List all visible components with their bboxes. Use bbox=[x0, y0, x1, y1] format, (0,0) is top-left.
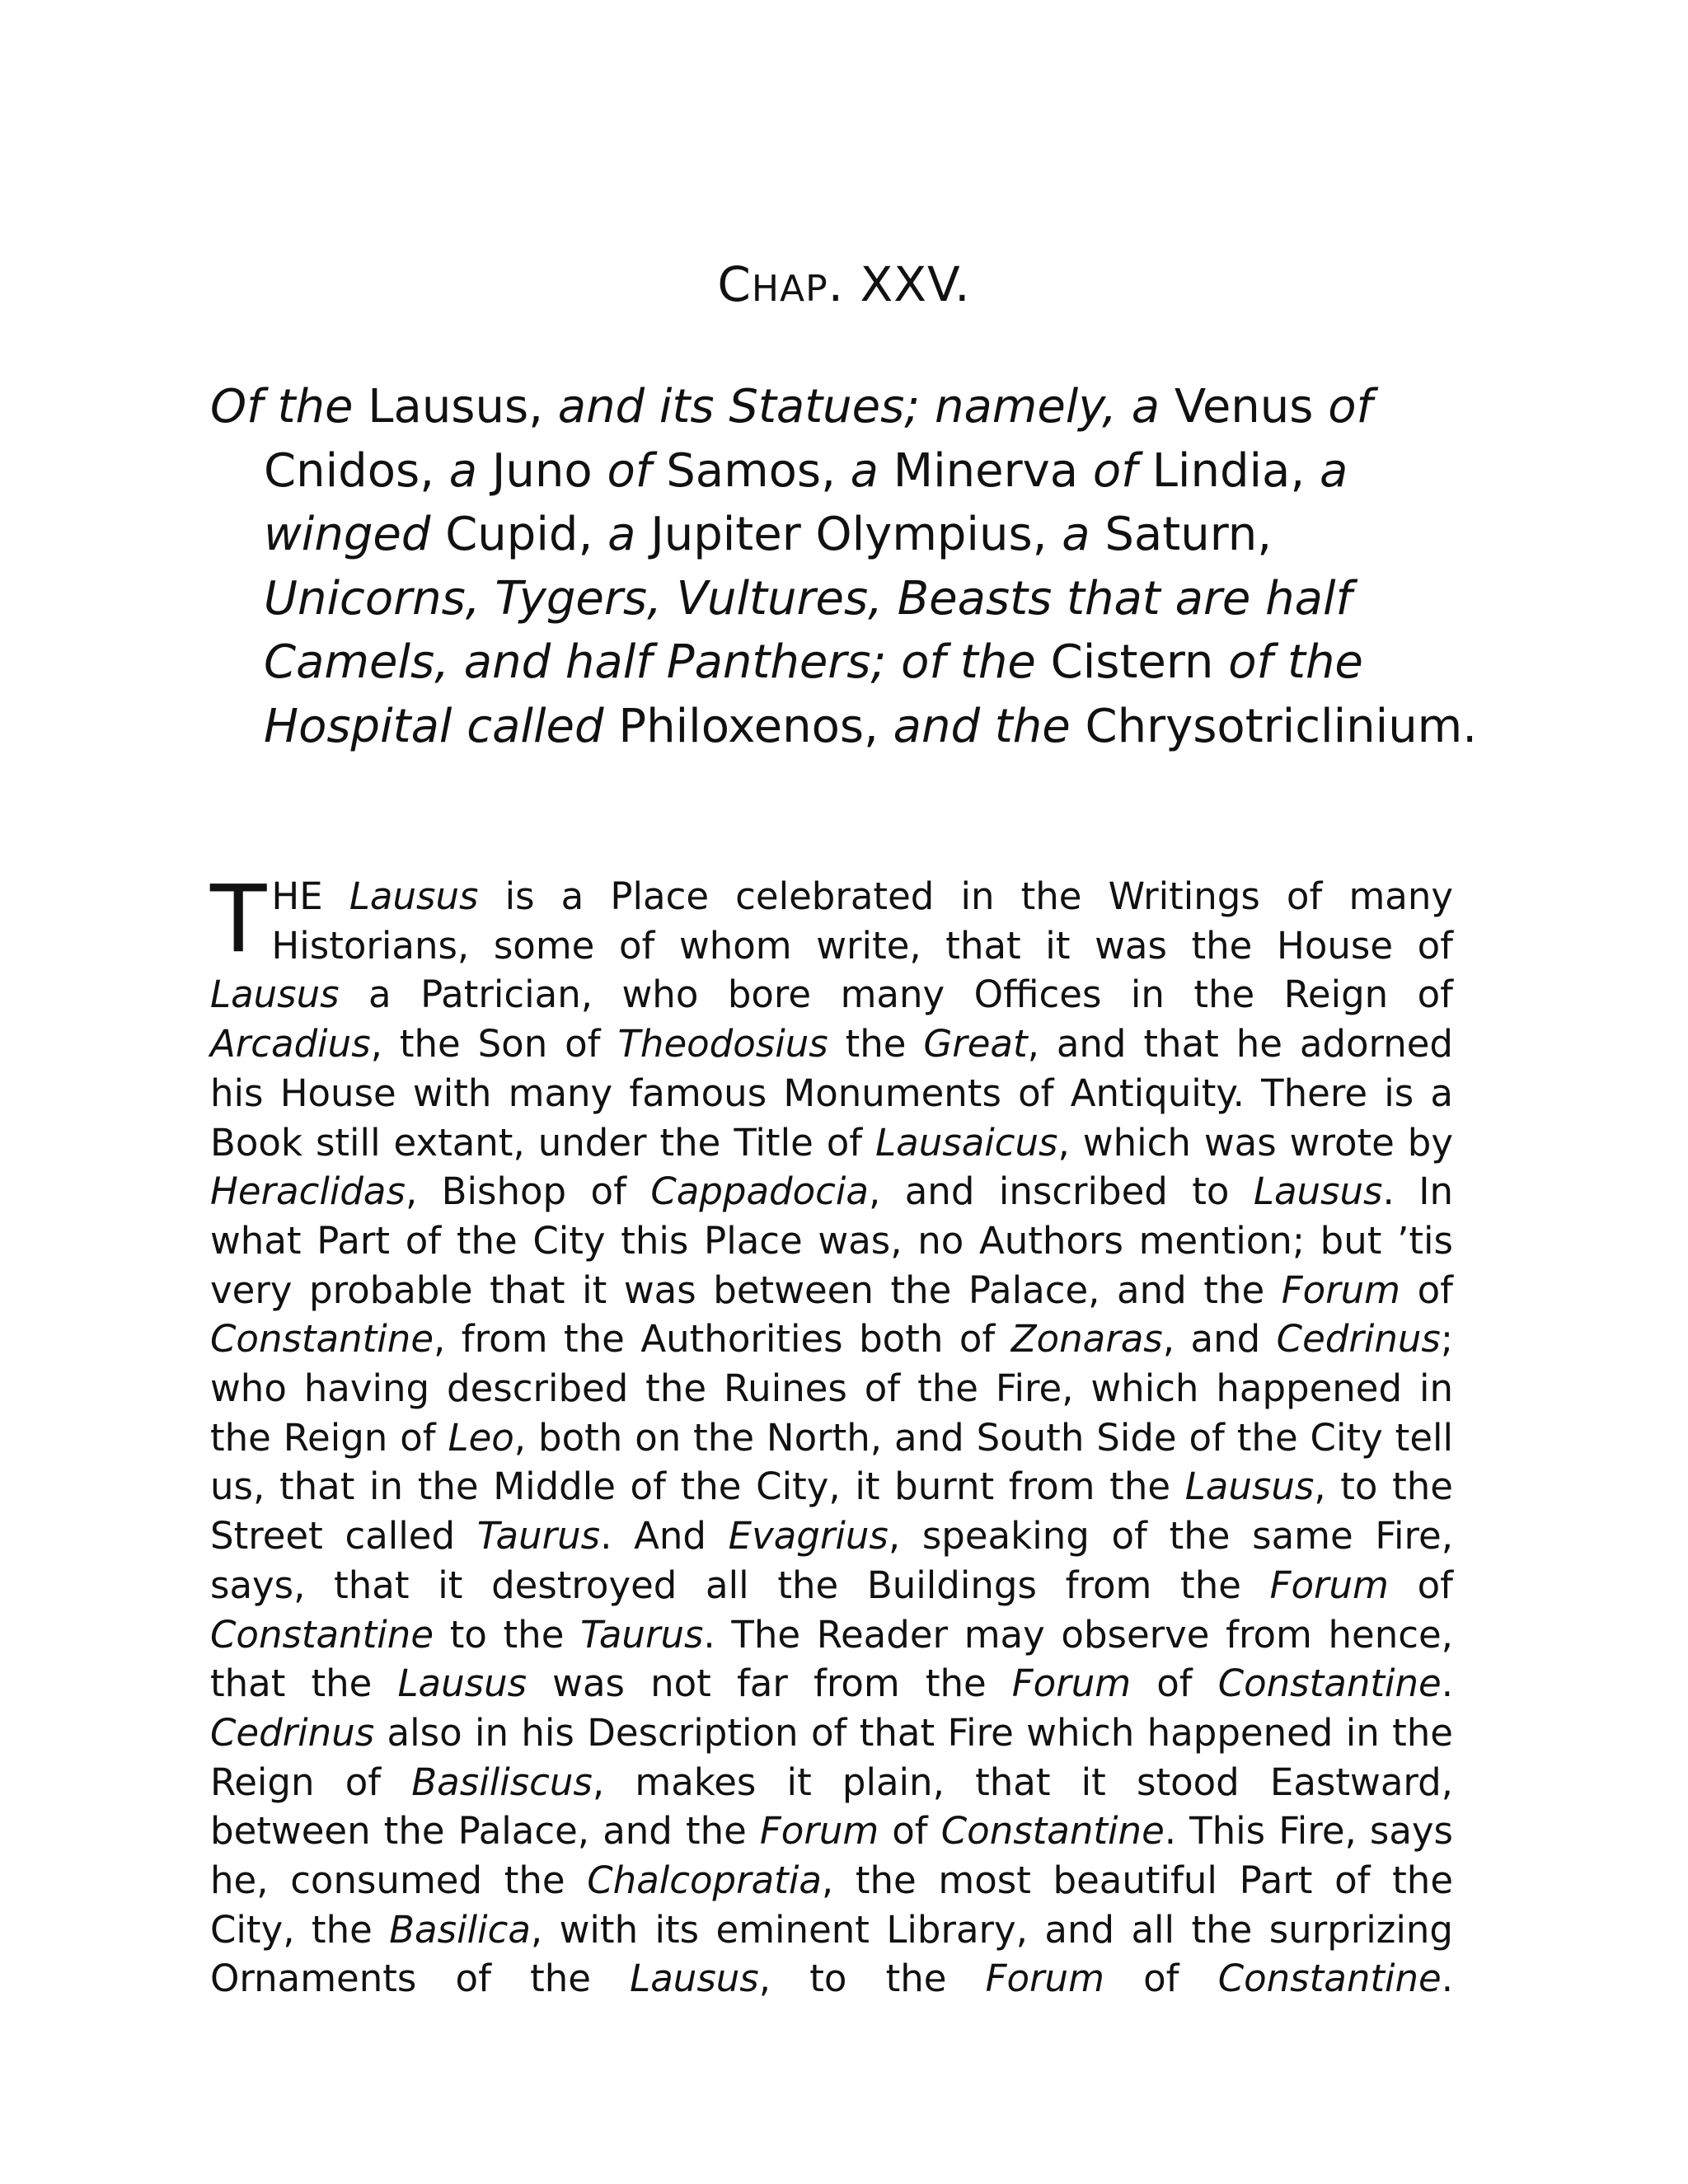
italic-text-run: a bbox=[1062, 508, 1105, 561]
italic-text-run: Cedrinus bbox=[1276, 1317, 1441, 1361]
italic-text-run: Constantine bbox=[210, 1317, 434, 1361]
text-run: , and that he adorned his House with many famous Monuments of Antiquity. There is a Book still extant, under the Title of bbox=[210, 1022, 1453, 1165]
text-run: of bbox=[879, 1809, 941, 1854]
text-run: the bbox=[828, 1022, 924, 1066]
text-run: . The Reader may observe from hence, that the bbox=[210, 1612, 1453, 1706]
text-run: Lindia, bbox=[1151, 443, 1320, 498]
italic-text-run: Cedrinus bbox=[210, 1710, 375, 1755]
italic-text-run: Leo bbox=[448, 1415, 514, 1460]
italic-text-run: Lausaicus bbox=[875, 1120, 1058, 1165]
text-run: . And bbox=[600, 1514, 729, 1558]
italic-text-run: Forum bbox=[1011, 1661, 1132, 1706]
text-run: also in his Description of that Fire which happened in the Reign of bbox=[210, 1710, 1453, 1804]
text-run: Juno bbox=[491, 443, 607, 498]
italic-text-run: and the bbox=[893, 699, 1085, 753]
italic-text-run: Forum bbox=[1269, 1563, 1389, 1607]
italic-text-run: of bbox=[607, 443, 667, 498]
text-run: Lausus, bbox=[368, 380, 558, 434]
chapter-heading-small-caps: HAP bbox=[751, 268, 828, 310]
italic-text-run: Evagrius bbox=[728, 1514, 889, 1558]
italic-text-run: Basiliscus bbox=[411, 1760, 593, 1804]
italic-text-run: Lausus bbox=[210, 972, 340, 1017]
italic-text-run: Lausus bbox=[349, 874, 479, 918]
chapter-heading-number: . XXV. bbox=[828, 256, 971, 312]
chapter-heading-initial: C bbox=[717, 256, 752, 312]
chapter-heading bbox=[0, 251, 1688, 322]
italic-text-run: Forum bbox=[759, 1809, 879, 1854]
text-run: , speaking of the same Fire, says, that it destroyed all the Buildings from the bbox=[210, 1514, 1453, 1607]
text-run: , both on the North, and South Side of the City tell us, that in the Middle of the City, it burnt from the bbox=[210, 1415, 1454, 1509]
text-run: Cupid, bbox=[445, 508, 608, 561]
text-run: a Patrician, who bore many Offices in the Reign of bbox=[339, 972, 1453, 1017]
chapter-summary bbox=[210, 375, 1484, 758]
italic-text-run: of the Hospital called bbox=[264, 635, 1363, 753]
italic-text-run: Lausus bbox=[630, 1957, 759, 2001]
italic-text-run: Lausus bbox=[1253, 1169, 1383, 1214]
text-run: , the Son of bbox=[370, 1022, 618, 1066]
italic-text-run: Unicorns, Tygers, Vultures, Beasts that are half Camels, and half Panthers; of the bbox=[264, 571, 1353, 689]
text-run: is a Place celebrated in the Writings of many Historians, some of whom write, that it was the House of bbox=[271, 874, 1454, 968]
italic-text-run: Forum bbox=[985, 1957, 1104, 2001]
italic-text-run: Basilica bbox=[389, 1907, 531, 1952]
text-run: . This Fire, says he, consumed the bbox=[210, 1809, 1454, 1903]
italic-text-run: a bbox=[850, 443, 893, 498]
text-run: Jupiter Olympius, bbox=[650, 508, 1062, 561]
text-run: . In what Part of the City this Place was, no Authors mention; but ’tis very probable that it was between the Palace, and the bbox=[210, 1169, 1453, 1312]
text-run: , to the Street called bbox=[210, 1465, 1453, 1558]
text-run: , from the Authorities both of bbox=[434, 1317, 1011, 1361]
italic-text-run: Of the bbox=[210, 380, 368, 434]
text-run: HE bbox=[271, 874, 349, 918]
text-run: . bbox=[1441, 1661, 1454, 1706]
text-run: to the bbox=[434, 1612, 581, 1657]
italic-text-run: Lausus bbox=[1184, 1465, 1315, 1509]
text-run: , and bbox=[1162, 1317, 1277, 1361]
text-run: Minerva bbox=[893, 443, 1093, 498]
text-run: of bbox=[1131, 1661, 1218, 1706]
text-run: Philoxenos, bbox=[618, 699, 893, 753]
chapter-body-paragraph bbox=[210, 866, 1454, 2004]
drop-cap: T bbox=[210, 866, 267, 973]
italic-text-run: of bbox=[1328, 380, 1373, 434]
italic-text-run: Taurus bbox=[476, 1514, 601, 1558]
text-run: Chrysotriclinium. bbox=[1085, 699, 1478, 753]
text-run: of bbox=[1388, 1563, 1453, 1607]
text-run: , the most beautiful Part of the City, the bbox=[210, 1858, 1453, 1952]
text-run: Cnidos, bbox=[264, 443, 449, 498]
italic-text-run: a winged bbox=[264, 443, 1348, 561]
italic-text-run: Constantine bbox=[940, 1809, 1165, 1854]
text-run: , Bishop of bbox=[405, 1169, 651, 1214]
text-run: of bbox=[1104, 1957, 1218, 2001]
text-run: , with its eminent Library, and all the surprizing Ornaments of the bbox=[210, 1907, 1453, 2001]
text-run: of bbox=[1400, 1268, 1454, 1312]
text-run: Venus bbox=[1174, 380, 1329, 434]
italic-text-run: Lausus bbox=[397, 1661, 528, 1706]
italic-text-run: Great bbox=[923, 1022, 1028, 1066]
italic-text-run: Theodosius bbox=[617, 1022, 828, 1066]
text-run: ; who having described the Ruines of the Fire, which happened in the Reign of bbox=[210, 1317, 1453, 1460]
italic-text-run: Zonaras bbox=[1010, 1317, 1163, 1361]
italic-text-run: Cappadocia bbox=[650, 1169, 869, 1214]
text-run: Samos, bbox=[666, 443, 851, 498]
italic-text-run: Constantine bbox=[210, 1612, 434, 1657]
italic-text-run: Taurus bbox=[580, 1612, 704, 1657]
italic-text-run: Arcadius bbox=[210, 1022, 371, 1066]
text-run: Saturn, bbox=[1104, 508, 1273, 561]
text-run: . bbox=[1441, 1957, 1454, 2001]
italic-text-run: a bbox=[607, 508, 651, 561]
text-run: , and inscribed to bbox=[868, 1169, 1254, 1214]
text-run: Cistern bbox=[1050, 635, 1229, 689]
text-run: , which was wrote by bbox=[1057, 1120, 1453, 1165]
italic-text-run: Constantine bbox=[1217, 1957, 1442, 2001]
italic-text-run: Heraclidas bbox=[210, 1169, 406, 1214]
italic-text-run: Chalcopratia bbox=[587, 1858, 822, 1903]
italic-text-run: of bbox=[1092, 443, 1152, 498]
italic-text-run: a bbox=[448, 443, 492, 498]
text-run: , to the bbox=[758, 1957, 986, 2001]
text-run: was not far from the bbox=[527, 1661, 1012, 1706]
italic-text-run: Forum bbox=[1281, 1268, 1401, 1312]
italic-text-run: Constantine bbox=[1217, 1661, 1442, 1706]
italic-text-run: and its Statues; namely, a bbox=[557, 380, 1175, 434]
text-run: , makes it plain, that it stood Eastward, between the Palace, and the bbox=[210, 1760, 1453, 1854]
